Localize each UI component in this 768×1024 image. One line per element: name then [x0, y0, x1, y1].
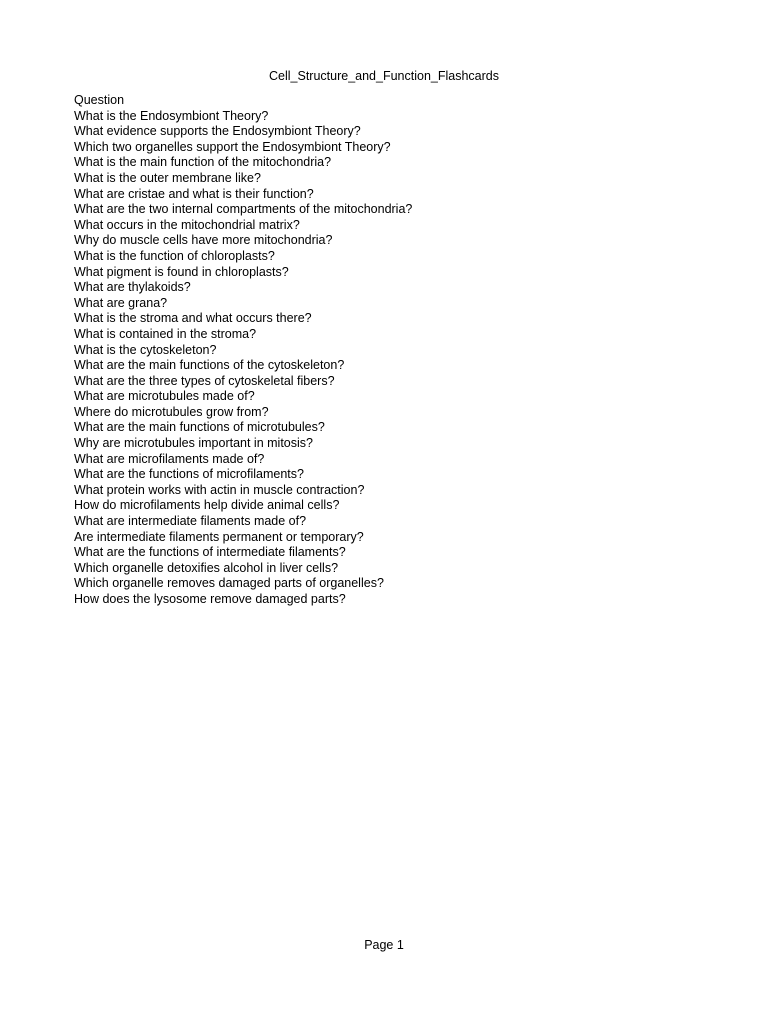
page-number: Page 1	[364, 938, 404, 952]
question-row: What is the outer membrane like?	[74, 170, 261, 185]
question-list	[74, 93, 694, 608]
question-row: What are thylakoids?	[74, 280, 191, 295]
question-row: What are the main functions of microtubules?	[74, 420, 325, 435]
question-row: Which organelle detoxifies alcohol in liver cells?	[74, 560, 339, 575]
question-row: What is the function of chloroplasts?	[74, 248, 275, 263]
question-row: Why do muscle cells have more mitochondria?	[74, 233, 333, 248]
question-row: What is the Endosymbiont Theory?	[74, 108, 269, 123]
question-row: What are the functions of microfilaments?	[74, 467, 304, 482]
page-header-title: Cell_Structure_and_Function_Flashcards	[269, 69, 499, 83]
question-row: How does the lysosome remove damaged parts?	[74, 592, 346, 606]
question-row: What is the cytoskeleton?	[74, 342, 217, 357]
question-row: What are the three types of cytoskeletal fibers?	[74, 373, 335, 388]
question-row: Are intermediate filaments permanent or temporary?	[74, 529, 364, 544]
question-row: What is the main function of the mitochondria?	[74, 155, 332, 170]
question-row: Which organelle removes damaged parts of organelles?	[74, 576, 384, 591]
question-row: What are the main functions of the cytoskeleton?	[74, 358, 345, 373]
question-row: How do microfilaments help divide animal cells?	[74, 498, 340, 513]
question-row: What pigment is found in chloroplasts?	[74, 264, 289, 279]
column-header-question: Question	[74, 93, 125, 107]
question-row: What protein works with actin in muscle contraction?	[74, 482, 365, 497]
question-row: What are the functions of intermediate filaments?	[74, 545, 346, 560]
question-row: Which two organelles support the Endosymbiont Theory?	[74, 139, 391, 154]
question-row: What is contained in the stroma?	[74, 326, 257, 341]
question-row: What evidence supports the Endosymbiont Theory?	[74, 124, 361, 139]
question-row: What occurs in the mitochondrial matrix?	[74, 217, 300, 232]
question-row: What are grana?	[74, 295, 168, 310]
question-row: Why are microtubules important in mitosis?	[74, 436, 313, 451]
question-row: Where do microtubules grow from?	[74, 404, 269, 419]
question-row: What are intermediate filaments made of?	[74, 514, 307, 529]
question-row: What are cristae and what is their function?	[74, 186, 314, 201]
question-row: What is the stroma and what occurs there?	[74, 311, 312, 326]
question-row: What are the two internal compartments of the mitochondria?	[74, 202, 413, 217]
question-row: What are microfilaments made of?	[74, 451, 265, 466]
question-row: What are microtubules made of?	[74, 389, 255, 404]
